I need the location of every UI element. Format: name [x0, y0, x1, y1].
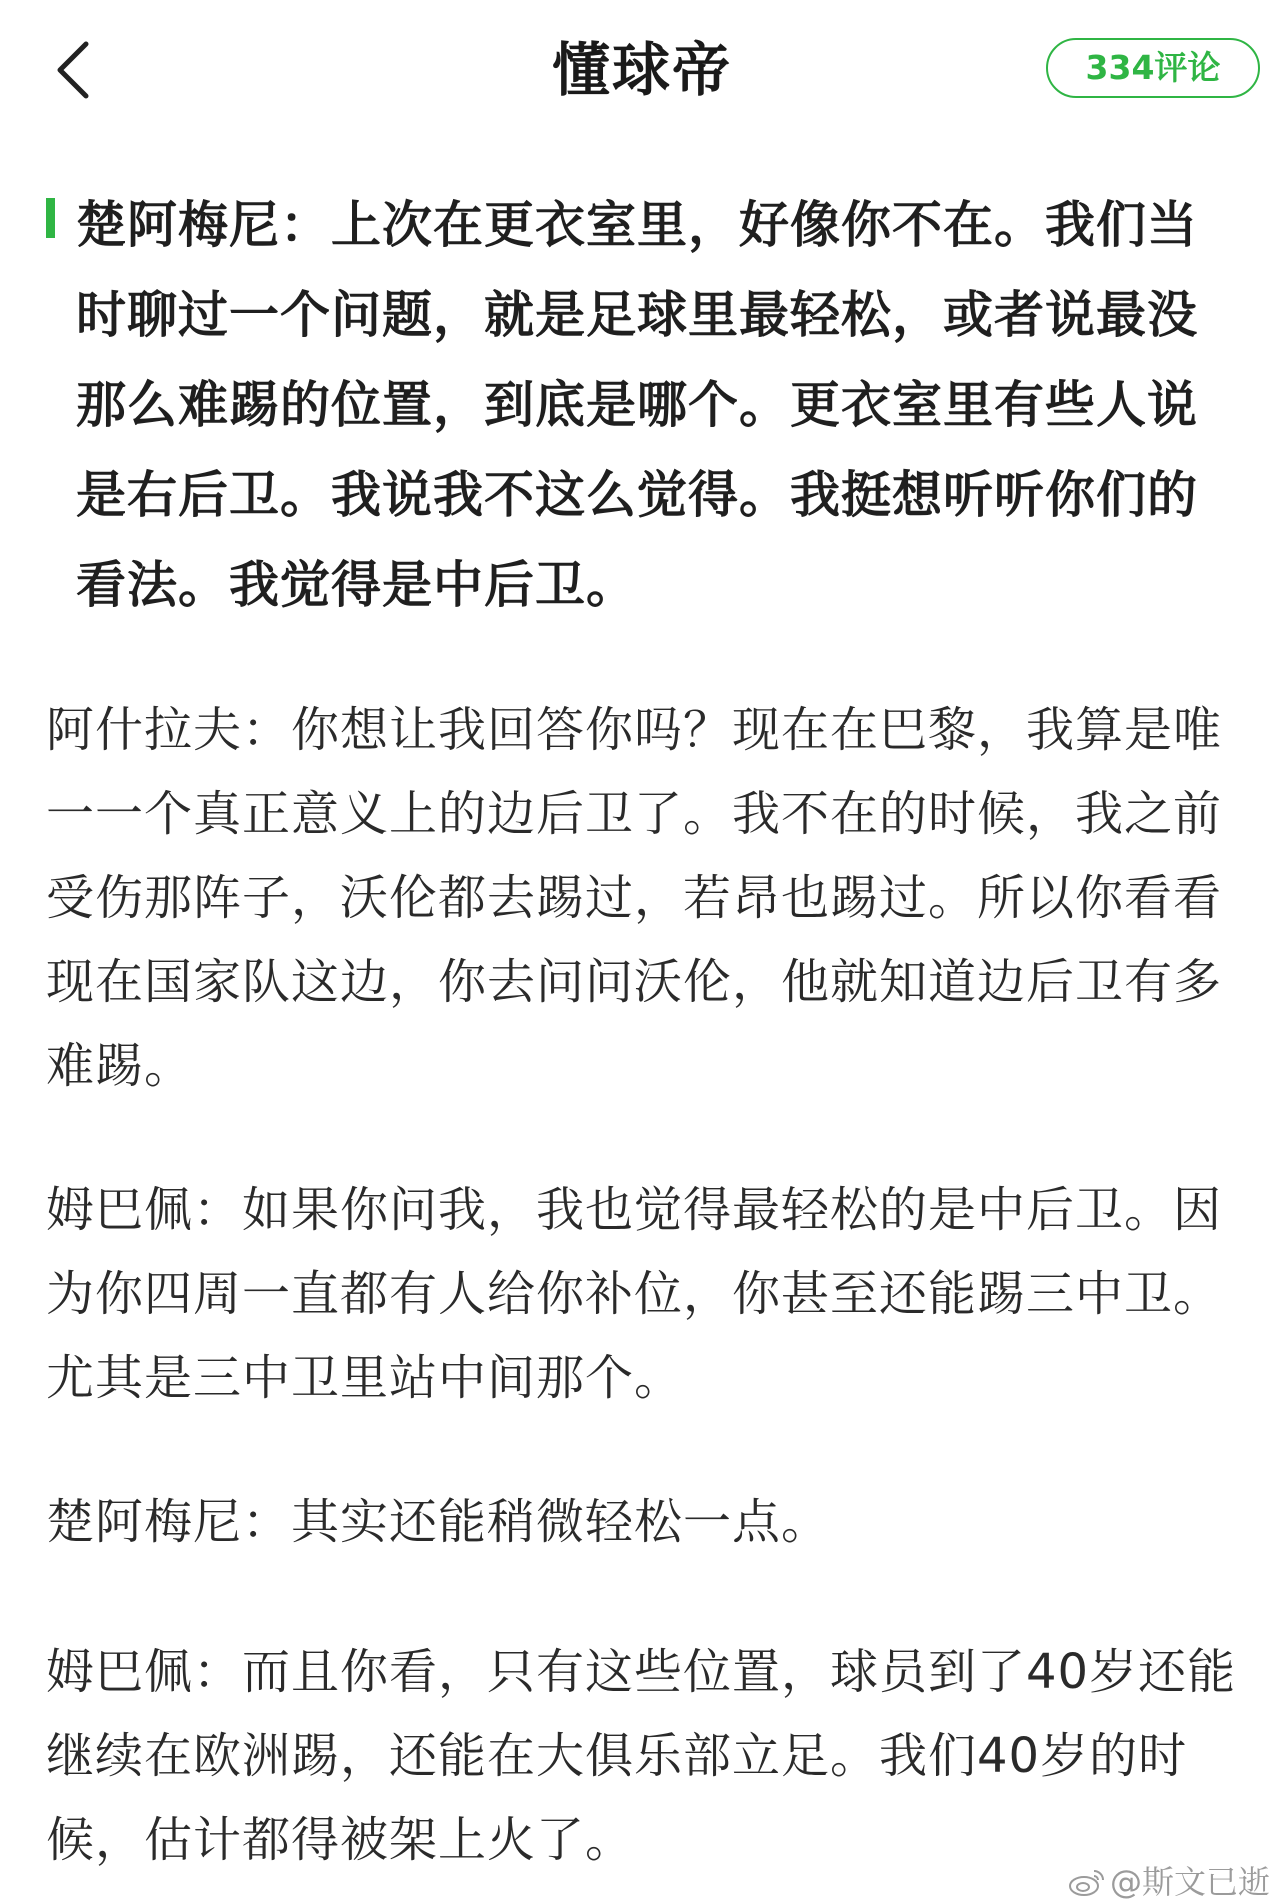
comments-button[interactable]: 334评论 — [1046, 38, 1260, 98]
app-header — [0, 0, 1284, 140]
article-paragraph: 阿什拉夫：你想让我回答你吗？现在在巴黎，我算是唯一一个真正意义上的边后卫了。我不在的时候，我之前受伤那阵子，沃伦都去踢过，若昂也踢过。所以你看看现在国家队这边，你去问问沃伦，他就知道边后卫有多难踢。 — [46, 702, 1223, 1094]
article-paragraph: 楚阿梅尼：其实还能稍微轻松一点。 — [46, 1494, 831, 1550]
weibo-logo-icon — [1068, 1867, 1106, 1897]
watermark — [1068, 1862, 1270, 1902]
highlight-quote: 楚阿梅尼：上次在更衣室里，好像你不在。我们当时聊过一个问题，就是足球里最轻松，或者说最没那么难踢的位置，到底是哪个。更衣室里有些人说是右后卫。我说我不这么觉得。我挺想听听你们的看法。我觉得是中后卫。 — [76, 196, 1198, 614]
watermark-text: @斯文已逝 — [1109, 1863, 1270, 1901]
article-body — [0, 180, 1284, 630]
article-paragraph: 姆巴佩：而且你看，只有这些位置，球员到了40岁还能继续在欧洲踢，还能在大俱乐部立足。我们40岁的时候，估计都得被架上火了。 — [46, 1644, 1237, 1868]
page-title: 懂球帝 — [551, 36, 732, 104]
article-paragraph: 姆巴佩：如果你问我，我也觉得最轻松的是中后卫。因为你四周一直都有人给你补位，你甚至还能踢三中卫。尤其是三中卫里站中间那个。 — [46, 1182, 1223, 1406]
